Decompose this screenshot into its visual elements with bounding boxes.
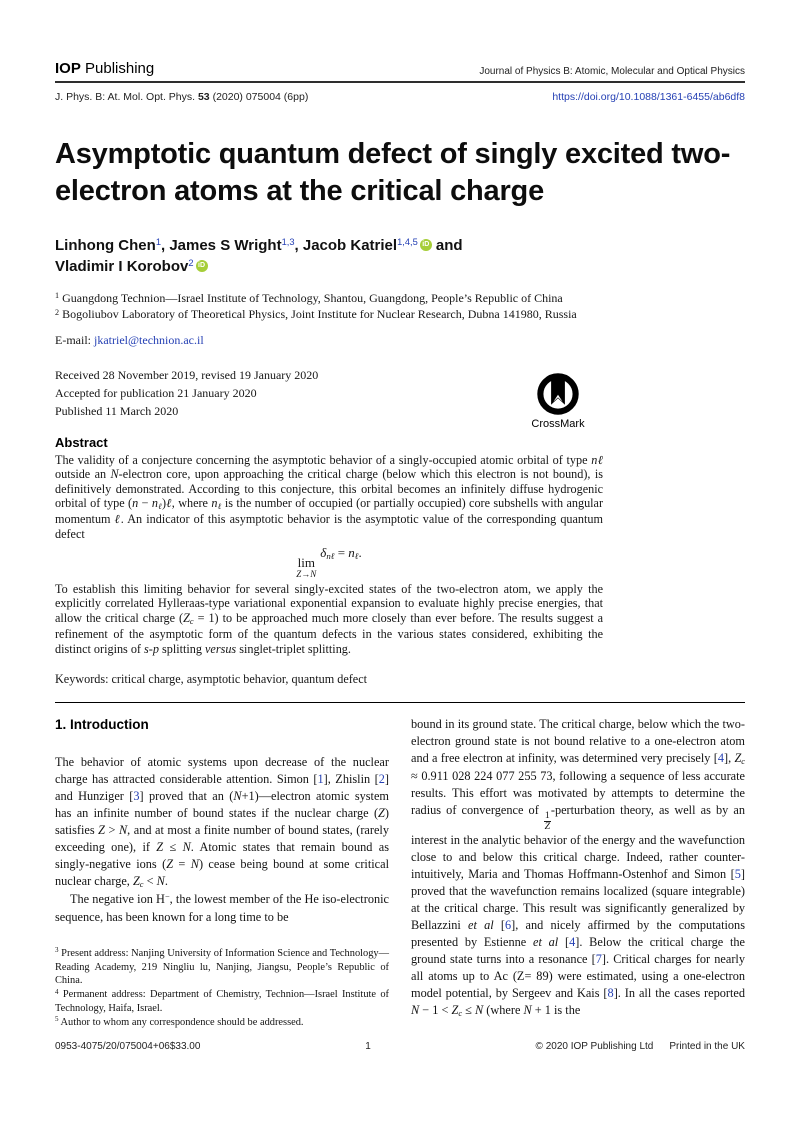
crossmark-badge[interactable]	[528, 371, 588, 430]
abstract-formula	[55, 545, 603, 579]
affiliation-2: $^2$ Bogoliubov Laboratory of Theoretical Physics, Joint Institute for Nuclear Research, Dubna 141980, Russia	[55, 307, 577, 322]
citation-ref[interactable]: 3	[133, 789, 140, 803]
limit-underscript: Z→N	[296, 568, 317, 579]
footnotes	[55, 947, 389, 1030]
journal-header	[55, 60, 745, 103]
orcid-icon[interactable]: iD	[420, 239, 432, 251]
journal-name: Journal of Physics B: Atomic, Molecular and Optical Physics	[479, 66, 745, 77]
issn-price: 0953-4075/20/075004+06$33.00	[55, 1041, 201, 1052]
publisher-logo-rest: Publishing	[80, 60, 155, 77]
iop-publishing-logo	[55, 60, 154, 77]
article-title: Asymptotic quantum defect of singly excited two-electron atoms at the critical charge	[55, 138, 731, 207]
header-rule	[55, 81, 745, 83]
received-date: Received 28 November 2019, revised 19 January 2020	[55, 367, 319, 382]
section-divider-rule	[55, 702, 745, 703]
footnote-4: $^4$ Permanent address: Department of Chemistry, Technion—Israel Institute of Technology, Haifa, Israel.	[55, 987, 389, 1015]
abstract-paragraph-1: The validity of a conjecture concerning the asymptotic behavior of a singly-occupied atomic orbital of type nℓ outside an N-electron core, upon approaching the critical charge (below which this electron is not bound), is definitively demonstrated. According to this conjecture, this orbital becomes an infinitely diffuse hydrogenic orbital of type (n − nℓ)ℓ, where nℓ is the number of occupied (or partially occupied) core subshells with angular momentum ℓ. An indicator of this asymptotic behavior is the asymptotic value of the corresponding quantum defect	[55, 452, 604, 541]
page-number: 1	[365, 1041, 371, 1052]
copyright-text: © 2020 IOP Publishing Ltd	[535, 1041, 654, 1052]
abstract-paragraph-2: To establish this limiting behavior for several singly-excited states of the two-electron atom, we apply the explicitly correlated Hylleraas-type variational exponential expansion to evaluate highly precise energies, that allow the critical charge (Zc = 1) to be approached much more closely than ever before. The results suggest a refinement of the asymptotic form of the quantum defects in the various states considered, exhibiting the distinct origins of s-p splitting versus singlet-triplet splitting.	[55, 581, 603, 656]
right-column	[411, 716, 745, 1030]
crossmark-icon	[535, 371, 581, 417]
email-link[interactable]: jkatriel@technion.ac.il	[94, 332, 204, 347]
article-dates	[55, 366, 745, 420]
author-line-1: Linhong Chen$^1$, James S Wright$^{1,3}$, Jacob Katriel$^{1,4,5}$ iD and	[55, 236, 463, 254]
accepted-date: Accepted for publication 21 January 2020	[55, 385, 257, 400]
citation-ref[interactable]: 7	[595, 952, 602, 967]
email-label: E-mail:	[55, 332, 94, 347]
page-footer	[55, 1041, 745, 1052]
body-columns	[55, 716, 745, 1030]
intro-paragraph-1: The behavior of atomic systems upon decrease of the nuclear charge has attracted considerable attention. Simon [1], Zhislin [2] and Hunziger [3] proved that an (N+1)—electron atomic system has an infinite number of bound states if the nuclear charge (Z) satisfies Z > N, and at most a finite number of bound states, (rarely exceeding one), if Z ≤ N. Atomic states that remain bound as singly-negative ions (Z = N) cease being bound at some critical nuclear charge, Zc < N.	[55, 755, 390, 890]
keywords-line: Keywords: critical charge, asymptotic behavior, quantum defect	[55, 672, 367, 686]
citation-ref[interactable]: 8	[607, 986, 614, 1001]
copyright-line	[536, 1041, 745, 1052]
inline-fraction: $\frac{1}{Z}$	[544, 810, 551, 833]
publisher-logo-bold: IOP	[55, 60, 81, 77]
footnote-3: $^3$ Present address: Nanjing University of Information Science and Technology—Reading Academy, 219 Ningliu lu, Nanjing, Jiangsu, People’s Republic of China.	[55, 946, 389, 987]
formula-rhs: δnℓ = nℓ.	[320, 545, 362, 562]
citation-ref[interactable]: 2	[378, 772, 385, 786]
printed-in-text: Printed in the UK	[669, 1041, 745, 1052]
citation-ref[interactable]: 1	[317, 772, 324, 786]
citation-ref[interactable]: 5	[734, 867, 741, 882]
abstract-section	[55, 435, 745, 656]
affiliation-1: $^1$ Guangdong Technion—Israel Institute of Technology, Shantou, Guangdong, People’s Republic of China	[55, 291, 563, 306]
citation-ref[interactable]: 4	[569, 935, 576, 950]
published-date: Published 11 March 2020	[55, 403, 179, 418]
email-line	[55, 333, 745, 348]
abstract-heading: Abstract	[55, 434, 108, 450]
limit-operator: lim	[297, 554, 315, 570]
citation-line: J. Phys. B: At. Mol. Opt. Phys. 53 (2020) 075004 (6pp)	[55, 91, 309, 103]
intro-paragraph-2: The negative ion H−, the lowest member of the He iso-electronic sequence, has been known for a long time to be	[55, 892, 389, 924]
footnote-5: $^5$ Author to whom any correspondence should be addressed.	[55, 1015, 304, 1028]
citation-ref[interactable]: 6	[504, 918, 512, 933]
crossmark-label: CrossMark	[531, 418, 585, 430]
section-heading-introduction: 1. Introduction	[55, 717, 149, 732]
citation-ref[interactable]: 4	[717, 751, 724, 765]
author-line-2: Vladimir I Korobov$^2$ iD	[55, 256, 745, 278]
author-list	[55, 235, 745, 279]
intro-paragraph-3: bound in its ground state. The critical charge, below which the two-electron ground state is not bound relative to a one-electron atom and a free electron at infinity, was determined very precisely [4], Zc ≈ 0.911 028 224 077 255 73, following a sequence of less accurate results. This effort was motivated by attempts to determine the radius of convergence of $\frac{1}{Z}$ -perturbation theory, as well as by an interest in the analytic behavior of the energy and the wavefunction close to and below this critical charge. Indeed, rather counter-intuitively, Maria and Thomas Hoffmann-Ostenhof and Simon [5] proved that the wavefunction remains localized (square integrable) at the critical charge. This result was significantly generalized by Bellazzini et al [6], and nicely affirmed by the computations presented by Estienne et al [4]. Below the critical charge the ground state turns into a resonance [7]. Critical charges for nearly all atoms up to Ac (Z= 89) were estimated, using a one-electron model potential, by Sergeev and Kais [8]. In all the cases reported N − 1 < Zc ≤ N (where N + 1 is the	[411, 717, 746, 1019]
doi-link[interactable]: https://doi.org/10.1088/1361-6455/ab6df8	[552, 91, 745, 103]
left-column	[55, 716, 389, 1030]
affiliations	[55, 290, 600, 323]
orcid-icon[interactable]: iD	[196, 260, 208, 272]
